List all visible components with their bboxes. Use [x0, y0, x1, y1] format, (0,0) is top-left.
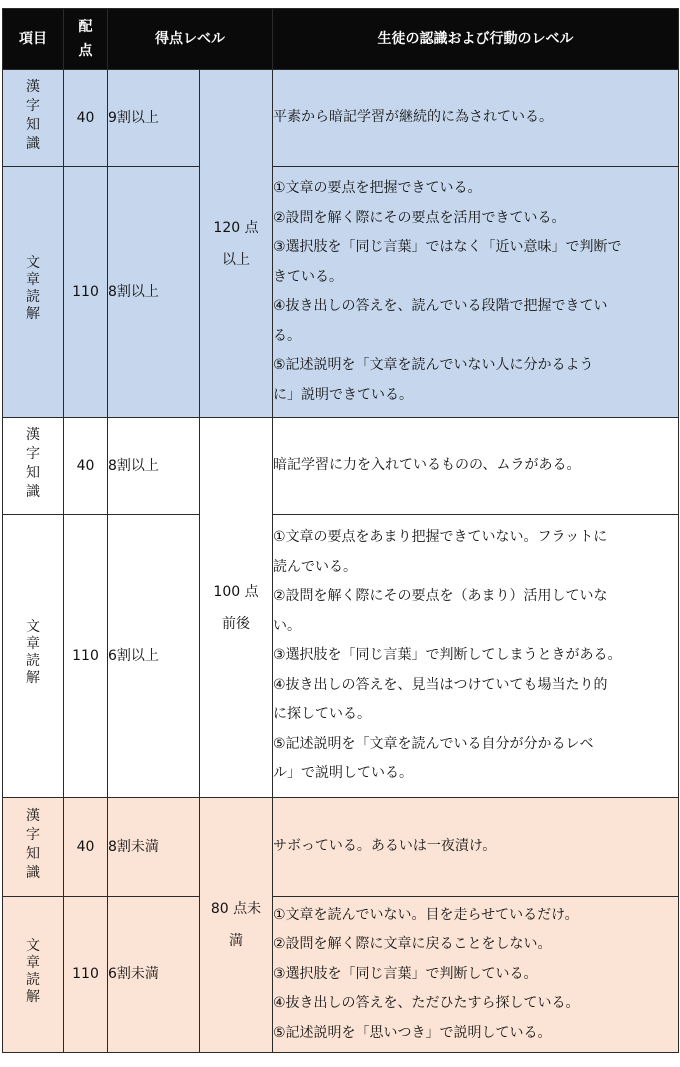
- item-label: 文章読解: [26, 937, 40, 1005]
- desc-cell: [273, 70, 679, 167]
- ratio-cell: 6割未満: [108, 897, 200, 1053]
- score-level-text: 100 点前後: [213, 583, 259, 632]
- item-label: 文章読解: [26, 255, 40, 322]
- table-row: [3, 897, 679, 1053]
- desc-line: ⑤記述説明を「思いつき」で説明している。: [273, 1024, 552, 1041]
- desc-line: る。: [273, 327, 301, 344]
- points-cell: 110: [64, 167, 108, 418]
- desc-line: ①文章の要点を把握できている。: [273, 180, 482, 196]
- score-level-text: 80 点未満: [210, 901, 262, 949]
- desc-line: ⑤記述説明を「文章を読んでいない人に分かるよう: [273, 357, 594, 373]
- table-header-row: [3, 9, 679, 70]
- header-score-level: 得点レベル: [108, 9, 273, 70]
- item-cell: [3, 167, 64, 418]
- table-row: [3, 167, 679, 418]
- desc-line: 読んでいる。: [273, 558, 357, 575]
- desc-line: に探している。: [273, 706, 371, 723]
- desc-line: ②設問を解く際に文章に戻ることをしない。: [273, 936, 552, 953]
- header-student-level: 生徒の認識および行動のレベル: [273, 9, 679, 70]
- desc-line: ①文章を読んでいない。目を走らせているだけ。: [273, 906, 579, 923]
- ratio-cell: 8割以上: [108, 418, 200, 515]
- desc-line: ①文章の要点をあまり把握できていない。フラットに: [273, 529, 608, 546]
- item-cell: [3, 70, 64, 167]
- desc-line: ③選択肢を「同じ言葉」で判断している。: [273, 965, 538, 982]
- desc-line: ⑤記述説明を「文章を読んでいる自分が分かるレベ: [273, 735, 594, 752]
- desc-cell: [273, 798, 679, 897]
- desc-line: 平素から暗記学習が継続的に為されている。: [273, 109, 553, 126]
- item-cell: [3, 798, 64, 897]
- desc-cell: [273, 897, 679, 1053]
- desc-cell: [273, 515, 679, 798]
- item-cell: [3, 515, 64, 798]
- item-label: 漢字知識: [26, 78, 40, 152]
- table-row: [3, 515, 679, 798]
- item-cell: [3, 418, 64, 515]
- score-level-cell: [200, 70, 273, 418]
- header-points-text: 配点: [78, 19, 93, 59]
- ratio-cell: 8割未満: [108, 798, 200, 897]
- points-cell: 40: [64, 70, 108, 167]
- desc-line: ④抜き出しの答えを、読んでいる段階で把握できてい: [273, 298, 608, 314]
- desc-line: ②設問を解く際にその要点を（あまり）活用していな: [273, 588, 608, 605]
- item-label: 漢字知識: [26, 426, 40, 500]
- desc-line: ④抜き出しの答えを、ただひたすら探している。: [273, 995, 580, 1012]
- points-cell: 110: [64, 897, 108, 1053]
- item-cell: [3, 897, 64, 1053]
- evaluation-table: [2, 8, 679, 1053]
- desc-line: ル」で説明している。: [273, 765, 413, 782]
- table-row: [3, 798, 679, 897]
- desc-line: い。: [273, 617, 301, 634]
- desc-cell: [273, 167, 679, 418]
- desc-line: サボっている。あるいは一夜漬け。: [273, 838, 497, 855]
- score-level-text: 120 点以上: [213, 219, 259, 268]
- item-label: 文章読解: [26, 619, 40, 686]
- desc-line: ④抜き出しの答えを、見当はつけていても場当たり的: [273, 676, 608, 693]
- desc-cell: [273, 418, 679, 515]
- table-row: [3, 70, 679, 167]
- desc-line: ③選択肢を「同じ言葉」ではなく「近い意味」で判断で: [273, 239, 622, 255]
- ratio-cell: 6割以上: [108, 515, 200, 798]
- score-level-cell: [200, 418, 273, 798]
- points-cell: 110: [64, 515, 108, 798]
- points-cell: 40: [64, 418, 108, 515]
- desc-line: きている。: [273, 268, 343, 285]
- header-points: [64, 9, 108, 70]
- desc-line: ③選択肢を「同じ言葉」で判断してしまうときがある。: [273, 647, 622, 664]
- ratio-cell: 8割以上: [108, 167, 200, 418]
- table-row: [3, 418, 679, 515]
- header-item: 項目: [3, 9, 64, 70]
- ratio-cell: 9割以上: [108, 70, 200, 167]
- points-cell: 40: [64, 798, 108, 897]
- item-label: 漢字知識: [26, 807, 40, 881]
- desc-line: に」説明できている。: [273, 386, 413, 403]
- desc-line: 暗記学習に力を入れているものの、ムラがある。: [273, 457, 581, 474]
- score-level-cell: [200, 798, 273, 1053]
- desc-line: ②設問を解く際にその要点を活用できている。: [273, 209, 566, 226]
